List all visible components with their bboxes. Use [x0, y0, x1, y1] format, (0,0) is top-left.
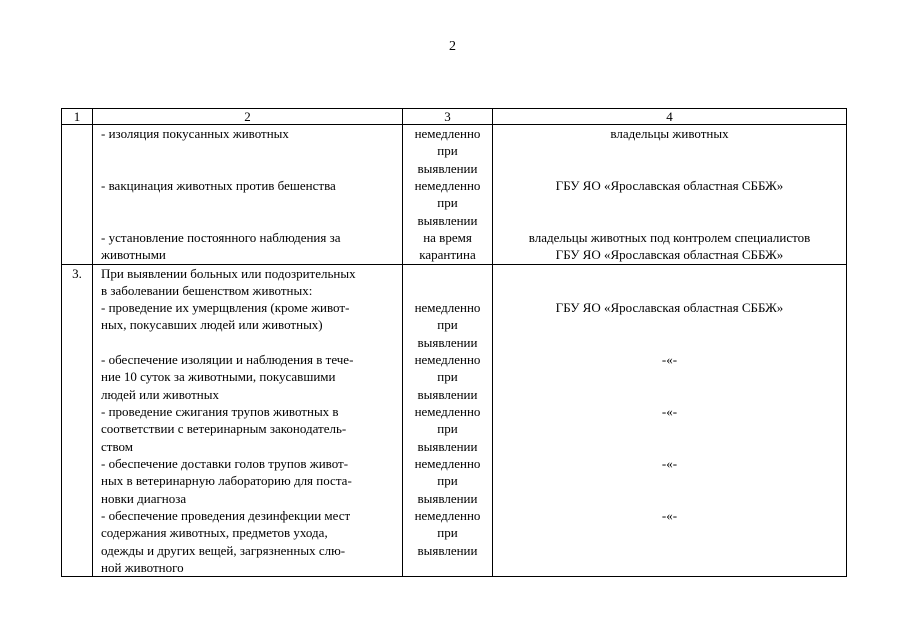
responsible-text: ГБУ ЯО «Ярославская областная СББЖ»	[555, 178, 784, 193]
responsible-text: -«-	[661, 456, 678, 472]
term-text: немедленно при выявлении	[414, 456, 481, 506]
term-text: немедленно при выявлении	[414, 178, 481, 228]
responsible-text: -«-	[661, 352, 678, 368]
measure-text: - обеспечение проведения дезинфекции мест содержания животных, предметов ухода, одежды и других вещей, загрязненных слю- ной животного	[101, 508, 351, 576]
measure-text: - изоляция покусанных животных	[101, 126, 289, 141]
term-text: немедленно при выявлении	[414, 352, 481, 402]
responsible-text: -«-	[661, 404, 678, 420]
table-row	[62, 125, 847, 265]
term-text: на время карантина	[419, 230, 476, 263]
term-text: немедленно при выявлении	[414, 508, 481, 558]
responsible-text: владельцы животных	[610, 126, 729, 141]
responsible-text: -«-	[661, 508, 678, 524]
row-number: 3.	[62, 264, 93, 577]
term-text: немедленно при выявлении	[414, 404, 481, 454]
responsible-cell	[493, 125, 847, 265]
measure-text: - обеспечение доставки голов трупов живот- ных в ветеринарную лабораторию для поста- новки диагноза	[101, 456, 352, 506]
column-header: 4	[493, 109, 847, 125]
measure-text: - вакцинация животных против бешенства	[101, 178, 336, 193]
table-header-row	[62, 109, 847, 125]
terms-cell	[403, 264, 493, 577]
measures-cell	[93, 264, 403, 577]
column-header: 3	[403, 109, 493, 125]
page-number: 2	[449, 39, 456, 54]
responsible-text: ГБУ ЯО «Ярославская областная СББЖ»	[555, 300, 784, 316]
measures-table	[61, 108, 847, 577]
measure-text: - проведение сжигания трупов животных в соответствии с ветеринарным законодатель- ством	[101, 404, 347, 454]
section-intro: При выявлении больных или подозрительных в заболевании бешенством животных:	[101, 265, 356, 298]
responsible-cell	[493, 264, 847, 577]
term-text: немедленно при выявлении	[414, 126, 481, 176]
table-row	[62, 264, 847, 577]
column-header: 1	[62, 109, 93, 125]
measures-cell	[93, 125, 403, 265]
row-number	[62, 125, 93, 265]
column-header: 2	[93, 109, 403, 125]
measure-text: - проведение их умерщвления (кроме живот- ных, покусавших людей или животных)	[101, 300, 350, 333]
measure-text: - обеспечение изоляции и наблюдения в тече- ние 10 суток за животными, покусавшими людей или животных	[101, 352, 354, 402]
responsible-text: владельцы животных под контролем специалистов ГБУ ЯО «Ярославская областная СББЖ»	[528, 230, 811, 263]
measure-text: - установление постоянного наблюдения за животными	[101, 230, 341, 263]
term-text: немедленно при выявлении	[414, 300, 481, 350]
terms-cell	[403, 125, 493, 265]
